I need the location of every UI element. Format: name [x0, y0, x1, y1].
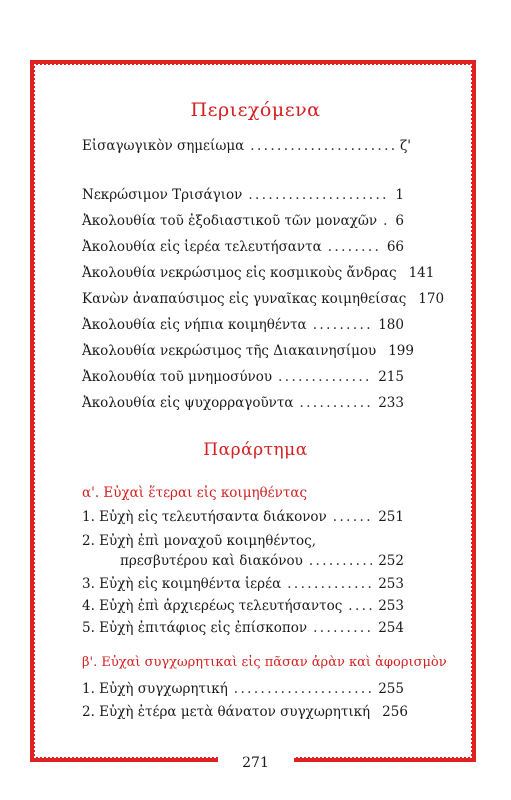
toc-entry-text: Εἰσαγωγικὸν σημείωμα: [82, 138, 245, 154]
toc-entry: [82, 395, 404, 411]
toc-entry-continuation: πρεσβυτέρου καὶ διακόνου: [120, 553, 303, 569]
toc-entry-text: 3. Εὐχὴ εἰς κοιμηθέντα ἱερέα: [82, 576, 282, 592]
leader-dots: [299, 395, 372, 411]
toc-entry: [82, 187, 404, 203]
toc-entry-text: Ἀκολουθία νεκρώσιμος εἰς κοσμικοὺς ἄνδρας: [82, 265, 397, 281]
toc-entry-text: Ἀκολουθία εἰς ἱερέα τελευτήσαντα: [82, 239, 322, 255]
toc-entry: [82, 704, 408, 720]
toc-entry-page: 233: [378, 395, 404, 411]
leader-dots: [250, 138, 394, 154]
leader-dots: [248, 187, 389, 203]
toc-entry-page: 254: [378, 620, 404, 636]
toc-entry: [82, 509, 404, 525]
leader-dots: [278, 369, 372, 385]
leader-dots: [348, 598, 372, 614]
section-b-title: β'. Εὐχαὶ συγχωρητικαὶ εἰς πᾶσαν ἀρὰν καὶ ἀφορισμὸν: [82, 655, 447, 670]
toc-entry-text: Ἀκολουθία τοῦ μνημοσύνου: [82, 369, 273, 385]
leader-dots: [328, 239, 381, 255]
toc-entry-text: Ἀκολουθία νεκρώσιμος τῆς Διακαινησίμου: [82, 343, 377, 359]
toc-entry-text: Ἀκολουθία τοῦ ἐξοδιαστικοῦ τῶν μοναχῶν: [82, 213, 378, 229]
toc-entry: [82, 681, 404, 697]
toc-entry-page: 141: [408, 265, 435, 281]
toc-entry-page: 252: [378, 553, 404, 569]
toc-entry-text: 2. Εὐχὴ ἑτέρα μετὰ θάνατον συγχωρητική: [82, 704, 371, 720]
leader-dots: [383, 213, 389, 229]
toc-entry-page: 180: [378, 317, 404, 333]
toc-entry: [82, 369, 404, 385]
leader-dots: [313, 620, 372, 636]
toc-entry-page: 253: [378, 576, 404, 592]
toc-entry-text: Ἀκολουθία εἰς νήπια κοιμηθέντα: [82, 317, 307, 333]
leader-dots: [313, 317, 373, 333]
toc-entry: [82, 265, 435, 281]
toc-entry-page: ζ': [399, 138, 411, 154]
toc-entry-text: Ἀκολουθία εἰς ψυχορραγοῦντα: [82, 395, 294, 411]
toc-entry-page: 66: [386, 239, 404, 255]
toc-entry: [82, 291, 445, 307]
leader-dots: [234, 681, 372, 697]
toc-entry: [82, 576, 404, 592]
toc-entry: [82, 620, 404, 636]
toc-entry: [82, 317, 404, 333]
section-a-title: α'. Εὐχαὶ ἕτεραι εἰς κοιμηθέντας: [82, 485, 308, 501]
page-title: Περιεχόμενα: [190, 99, 321, 121]
toc-entry-page: 256: [382, 704, 408, 720]
toc-entry-page: 170: [418, 291, 445, 307]
toc-entry: [120, 553, 404, 569]
toc-entry-intro: [82, 138, 411, 154]
toc-entry-text: Κανὼν ἀναπαύσιμος εἰς γυναῖκας κοιμηθείσας: [82, 291, 407, 307]
toc-entry-text: Νεκρώσιμον Τρισάγιον: [82, 187, 243, 203]
toc-entry-page: 253: [378, 598, 404, 614]
appendix-title: Παράρτημα: [203, 440, 308, 460]
toc-entry-page: 6: [395, 213, 404, 229]
toc-entry-text: 1. Εὐχὴ συγχωρητική: [82, 681, 228, 697]
toc-entry-text: 1. Εὐχὴ εἰς τελευτήσαντα διάκονον: [82, 509, 327, 525]
toc-entry: [82, 598, 404, 614]
toc-entry: [82, 239, 404, 255]
toc-entry-text: 5. Εὐχὴ ἐπιτάφιος εἰς ἐπίσκοπον: [82, 620, 308, 636]
toc-entry-page: 251: [378, 509, 404, 525]
toc-entry-text: 2. Εὐχὴ ἐπὶ μοναχοῦ κοιμηθέντος,: [82, 533, 317, 549]
toc-entry-page: 255: [378, 681, 404, 697]
toc-entry-text: 4. Εὐχὴ ἐπὶ ἀρχιερέως τελευτήσαντος: [82, 598, 343, 614]
toc-entry: [82, 343, 414, 359]
toc-entry-page: 199: [388, 343, 414, 359]
toc-entry: [82, 213, 404, 229]
toc-entry-page: 1: [395, 187, 404, 203]
leader-dots: [333, 509, 372, 525]
toc-entry-page: 215: [378, 369, 404, 385]
page-number: 271: [242, 755, 269, 771]
leader-dots: [287, 576, 372, 592]
leader-dots: [309, 553, 372, 569]
